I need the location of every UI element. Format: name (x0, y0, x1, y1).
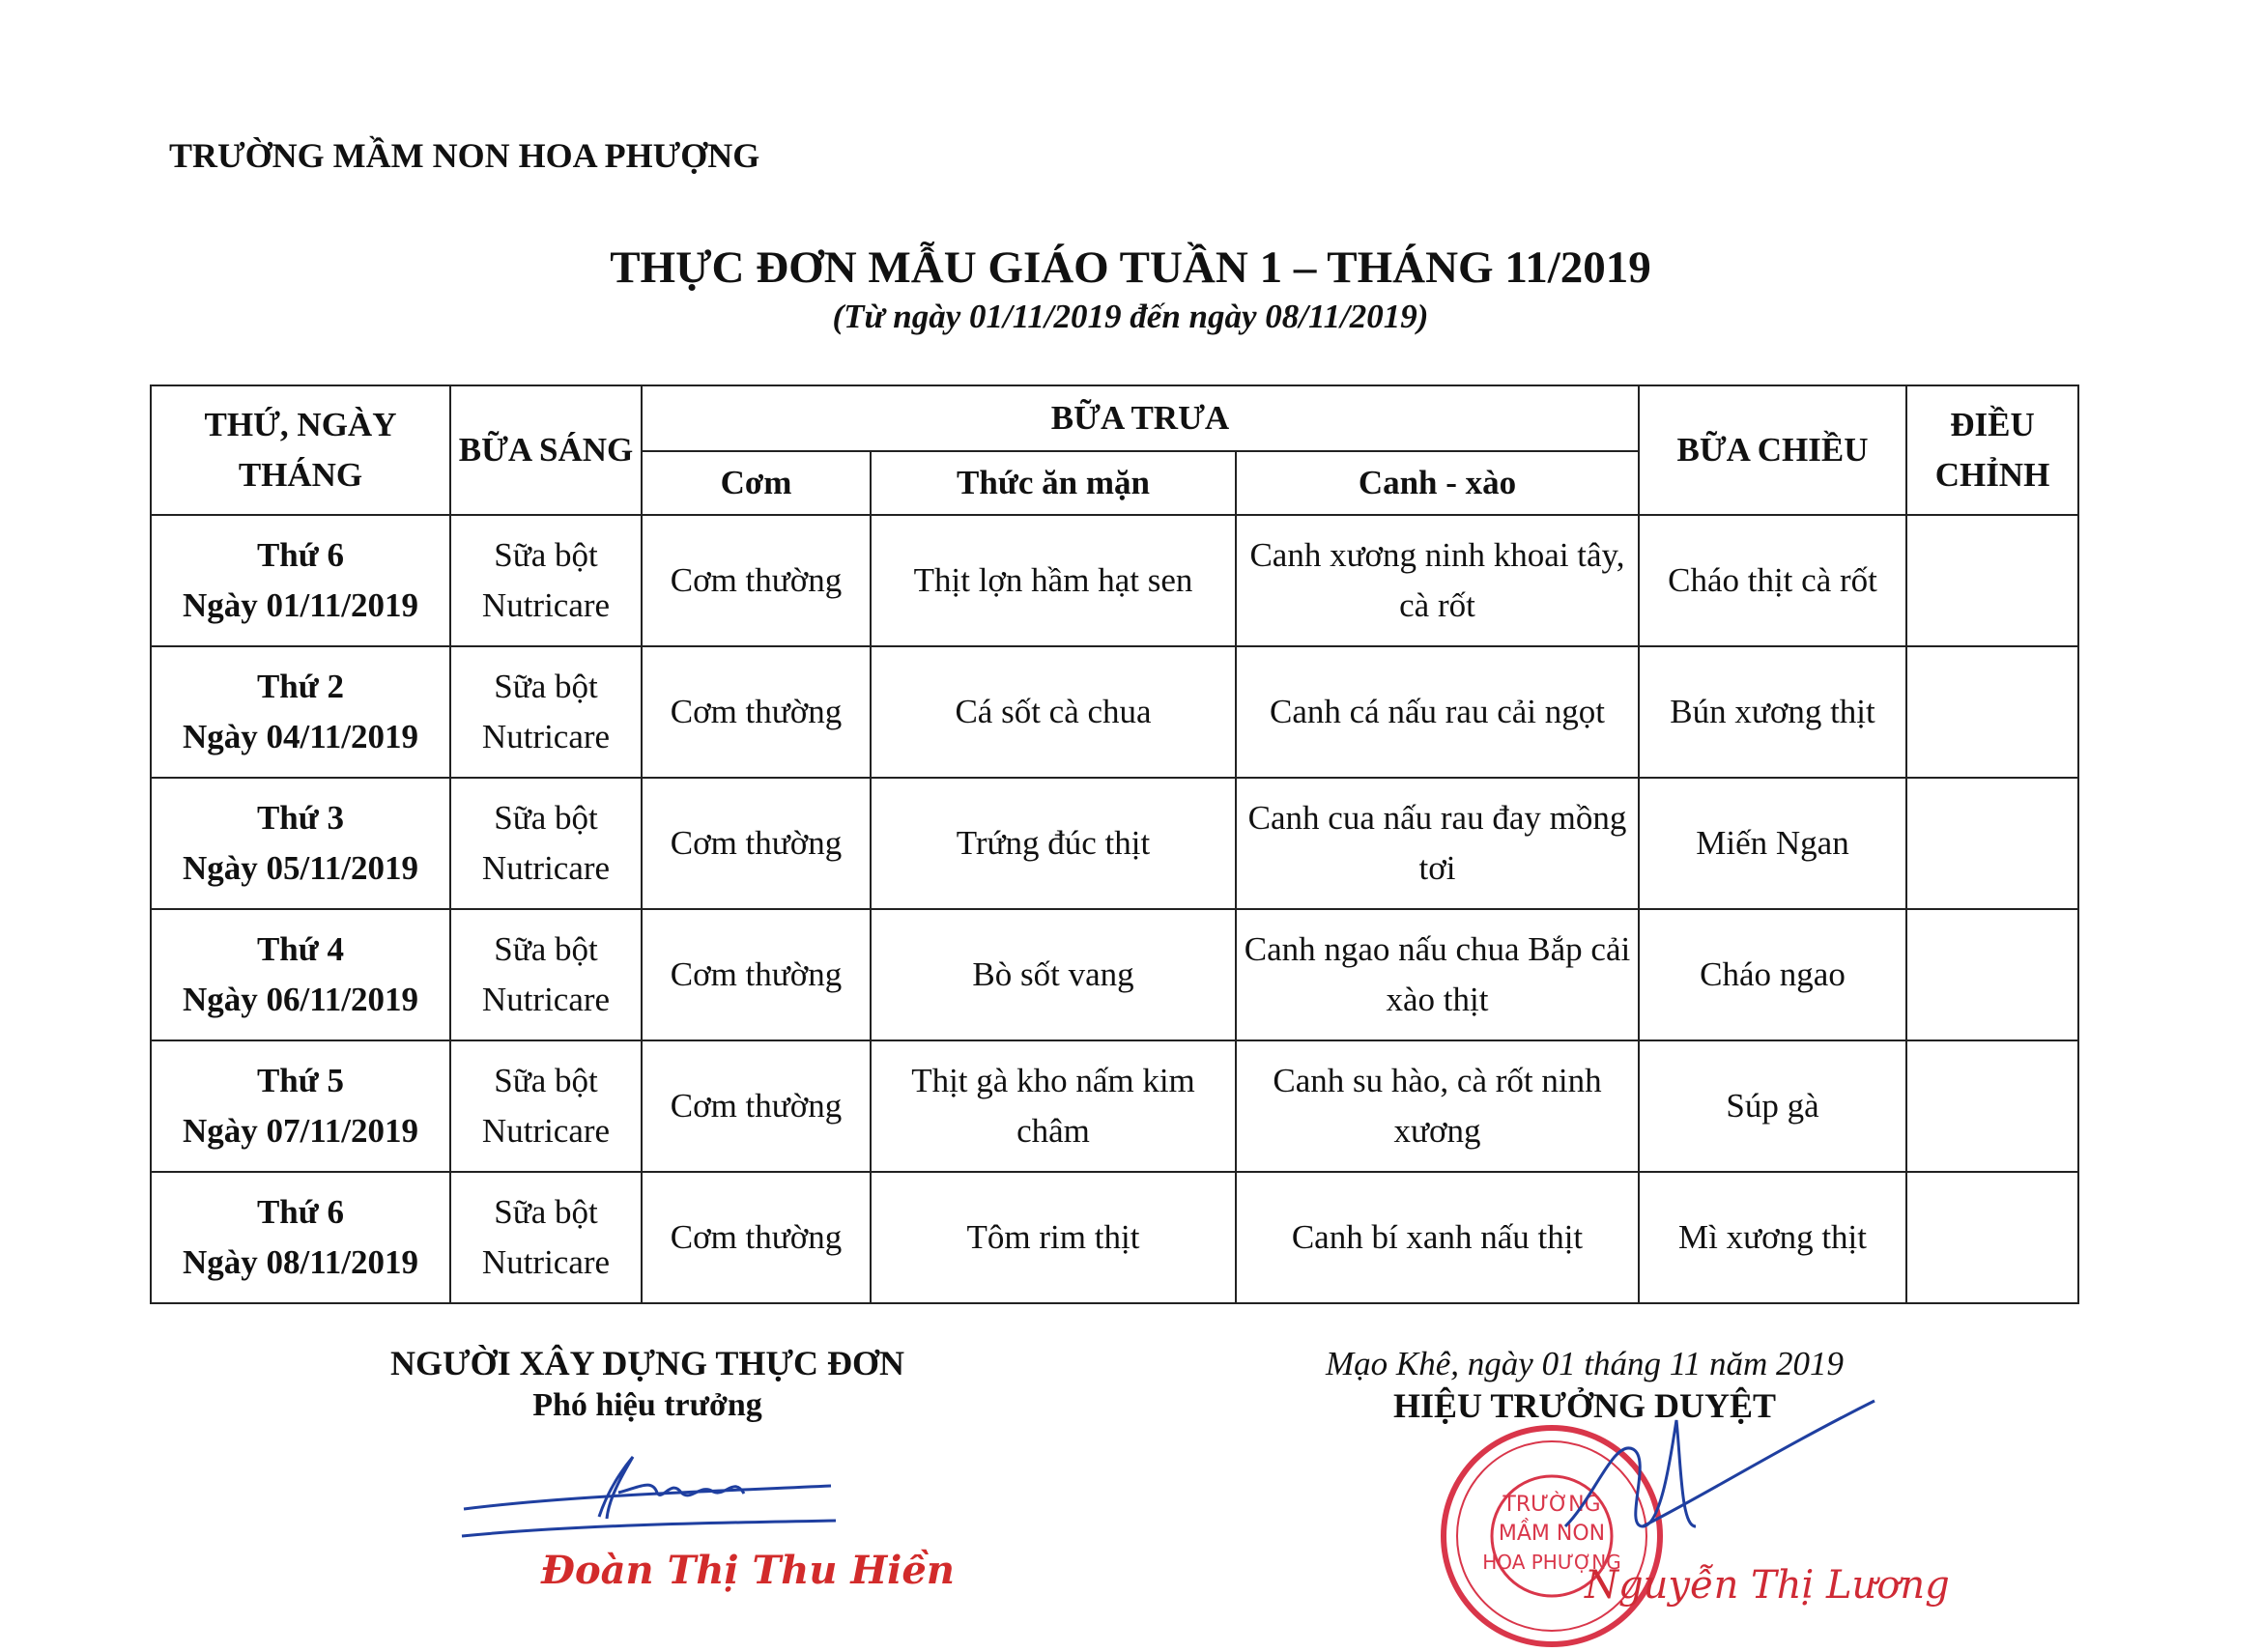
date: Ngày 06/11/2019 (182, 981, 419, 1018)
date: Ngày 07/11/2019 (182, 1112, 419, 1150)
document-subtitle: (Từ ngày 01/11/2019 đến ngày 08/11/2019) (832, 298, 1429, 335)
date: Ngày 04/11/2019 (182, 718, 419, 755)
author-role: NGƯỜI XÂY DỰNG THỰC ĐƠN (390, 1344, 904, 1382)
header-adjust: ĐIỀU CHỈNH (1906, 385, 2078, 515)
afternoon-cell: Cháo ngao (1639, 909, 1906, 1040)
adjust-cell (1906, 909, 2078, 1040)
afternoon-cell: Bún xương thịt (1639, 646, 1906, 778)
weekday: Thứ 2 (256, 667, 345, 705)
soup-cell: Canh su hào, cà rốt ninh xương (1236, 1040, 1639, 1172)
principal-name: Nguyễn Thị Lương (1585, 1563, 1950, 1608)
stamp-text-line-3: HOA PHƯỢNG (1482, 1551, 1621, 1574)
school-name: TRƯỜNG MẦM NON HOA PHƯỢNG (169, 136, 760, 175)
breakfast-cell: Sữa bột Nutricare (450, 778, 642, 909)
table-row (151, 1040, 2078, 1172)
date: Ngày 05/11/2019 (182, 849, 419, 887)
table-row (151, 646, 2078, 778)
rice-cell: Cơm thường (642, 1040, 871, 1172)
soup-cell: Canh bí xanh nấu thịt (1236, 1172, 1639, 1303)
soup-cell: Canh cua nấu rau đay mồng tơi (1236, 778, 1639, 909)
afternoon-cell: Mì xương thịt (1639, 1172, 1906, 1303)
author-name: Đoàn Thị Thu Hiền (541, 1548, 955, 1593)
breakfast-cell: Sữa bột Nutricare (450, 515, 642, 646)
adjust-cell (1906, 515, 2078, 646)
place-date: Mạo Khê, ngày 01 tháng 11 năm 2019 (1326, 1345, 1844, 1382)
afternoon-cell: Miến Ngan (1639, 778, 1906, 909)
breakfast-cell: Sữa bột Nutricare (450, 1040, 642, 1172)
rice-cell: Cơm thường (642, 778, 871, 909)
header-rice: Cơm (642, 451, 871, 515)
afternoon-cell: Cháo thịt cà rốt (1639, 515, 1906, 646)
rice-cell: Cơm thường (642, 909, 871, 1040)
table-row (151, 1172, 2078, 1303)
breakfast-cell: Sữa bột Nutricare (450, 909, 642, 1040)
main-dish-cell: Trứng đúc thịt (871, 778, 1236, 909)
document-title: THỰC ĐƠN MẪU GIÁO TUẦN 1 – THÁNG 11/2019 (610, 242, 1651, 293)
soup-cell: Canh xương ninh khoai tây, cà rốt (1236, 515, 1639, 646)
adjust-cell (1906, 646, 2078, 778)
day-cell (151, 646, 450, 778)
table-row (151, 515, 2078, 646)
soup-cell: Canh ngao nấu chua Bắp cải xào thịt (1236, 909, 1639, 1040)
main-dish-cell: Bò sốt vang (871, 909, 1236, 1040)
right-signature-scribble (1536, 1381, 1884, 1575)
stamp-text-line-1: TRƯỜNG (1503, 1493, 1601, 1517)
header-main: Thức ăn mặn (871, 451, 1236, 515)
breakfast-cell: Sữa bột Nutricare (450, 646, 642, 778)
header-breakfast: BỮA SÁNG (450, 385, 642, 515)
day-cell (151, 909, 450, 1040)
header-day: THỨ, NGÀY THÁNG (151, 385, 450, 515)
weekday: Thứ 6 (256, 1192, 345, 1231)
principal-role: HIỆU TRƯỞNG DUYỆT (1392, 1386, 1777, 1425)
main-dish-cell: Tôm rim thịt (871, 1172, 1236, 1303)
rice-cell: Cơm thường (642, 646, 871, 778)
breakfast-cell: Sữa bột Nutricare (450, 1172, 642, 1303)
day-cell (151, 1040, 450, 1172)
soup-cell: Canh cá nấu rau cải ngọt (1236, 646, 1639, 778)
main-dish-cell: Cá sốt cà chua (871, 646, 1236, 778)
adjust-cell (1906, 1040, 2078, 1172)
afternoon-cell: Súp gà (1639, 1040, 1906, 1172)
weekday: Thứ 4 (256, 929, 345, 968)
date: Ngày 01/11/2019 (182, 586, 419, 624)
table-row (151, 909, 2078, 1040)
menu-table (150, 385, 2079, 1304)
day-cell (151, 515, 450, 646)
adjust-cell (1906, 1172, 2078, 1303)
weekday: Thứ 5 (256, 1061, 345, 1099)
date: Ngày 08/11/2019 (182, 1243, 419, 1281)
adjust-cell (1906, 778, 2078, 909)
main-dish-cell: Thịt lợn hầm hạt sen (871, 515, 1236, 646)
table-row (151, 778, 2078, 909)
rice-cell: Cơm thường (642, 515, 871, 646)
rice-cell: Cơm thường (642, 1172, 871, 1303)
weekday: Thứ 6 (256, 535, 345, 574)
header-soup: Canh - xào (1236, 451, 1639, 515)
day-cell (151, 778, 450, 909)
menu-author-block (358, 1343, 937, 1424)
day-cell (151, 1172, 450, 1303)
weekday: Thứ 3 (256, 798, 345, 837)
main-dish-cell: Thịt gà kho nấm kim châm (871, 1040, 1236, 1172)
left-signature-scribble (454, 1449, 841, 1546)
header-lunch: BỮA TRƯA (642, 385, 1639, 451)
author-position: Phó hiệu trưởng (532, 1387, 762, 1423)
stamp-text-line-2: MẦM NON (1498, 1522, 1606, 1546)
header-afternoon: BỮA CHIỀU (1639, 385, 1906, 515)
